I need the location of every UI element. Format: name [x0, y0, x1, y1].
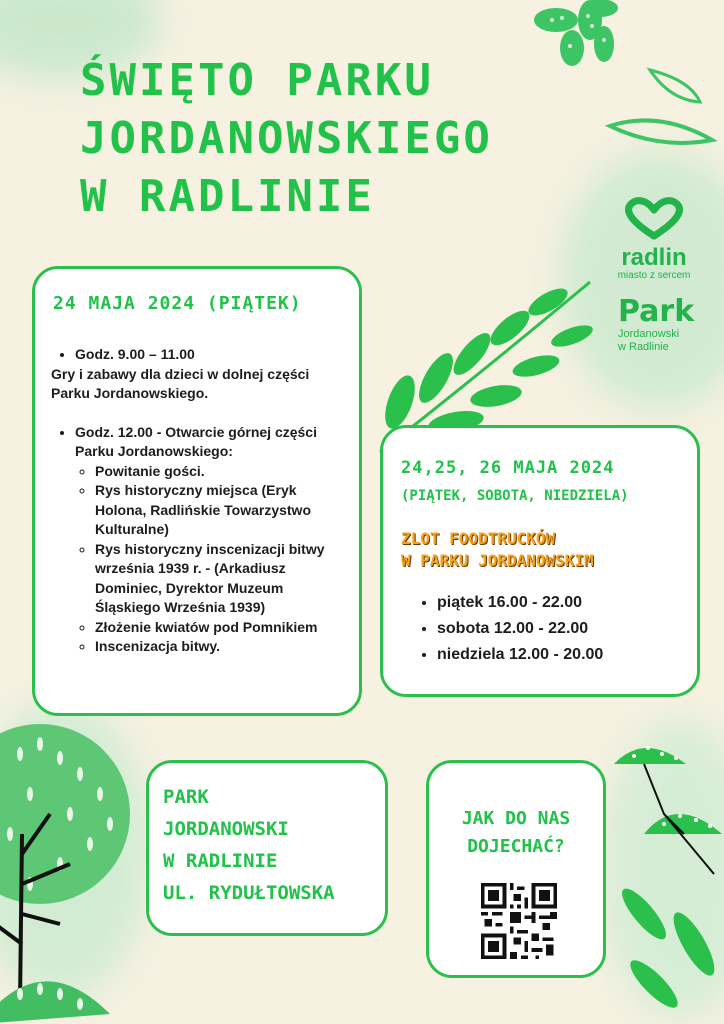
address-text — [163, 781, 335, 909]
title-line-1: ŚWIĘTO PARKU — [80, 55, 434, 106]
foodtruck-date-heading: 24,25, 26 MAJA 2024 — [401, 458, 615, 478]
day1-subitems — [75, 462, 351, 657]
heart-icon — [619, 196, 689, 242]
address-line3: W RADLINIE — [163, 850, 278, 872]
list-item: ◦ Złożenie kwiatów pod Pomnikiem — [95, 618, 351, 638]
day1-card — [32, 266, 362, 716]
park-logo-name: Park — [618, 294, 695, 329]
list-item: ◦ Inscenizacja bitwy. — [95, 637, 351, 657]
directions-line2: DOJECHAĆ? — [467, 836, 565, 857]
directions-card — [426, 760, 606, 978]
day1-date-heading: 24 MAJA 2024 (PIĄTEK) — [53, 293, 302, 314]
foodtruck-days: (PIĄTEK, SOBOTA, NIEDZIELA) — [401, 488, 629, 504]
list-item: • piątek 16.00 - 22.00 — [437, 590, 603, 616]
foodtruck-hours — [419, 590, 603, 668]
title-line-3: W RADLINIE — [80, 171, 375, 222]
foodtruck-event-title — [401, 528, 691, 572]
list-item: ◦ Powitanie gości. — [95, 462, 351, 482]
day1-item2-time — [75, 423, 351, 657]
day1-item1-time: • Godz. 9.00 – 11.00 — [75, 345, 351, 365]
foodtruck-card — [380, 425, 700, 697]
list-item: • niedziela 12.00 - 20.00 — [437, 642, 603, 668]
qr-code[interactable] — [481, 883, 557, 959]
foodtruck-event-line2: W PARKU JORDANOWSKIM — [401, 551, 594, 570]
list-item: ◦ Rys historyczny inscenizacji bitwy września 1939 r. - (Arkadiusz Dominiec, Dyrektor Muzeum Śląskiego Września 1939) — [95, 540, 351, 618]
radlin-logo-name: radlin — [621, 244, 687, 271]
foodtruck-event-line1: ZLOT FOODTRUCKÓW — [401, 529, 556, 548]
address-line4: UL. RYDUŁTOWSKA — [163, 882, 335, 904]
list-item: ◦ Rys historyczny miejsca (Eryk Holona, Radlińskie Towarzystwo Kulturalne) — [95, 481, 351, 540]
tree-illustration-left — [0, 714, 140, 1024]
page-title — [80, 52, 640, 226]
address-line1: PARK — [163, 786, 209, 808]
tree-illustration-right — [604, 724, 724, 1024]
radlin-logo-tagline: miasto z sercem — [617, 270, 691, 281]
day1-item2-text: Godz. 12.00 - Otwarcie górnej części Parku Jordanowskiego: — [75, 423, 317, 459]
title-line-2: JORDANOWSKIEGO — [80, 113, 493, 164]
day1-item1-desc: Gry i zabawy dla dzieci w dolnej części Parku Jordanowskiego. — [51, 365, 310, 401]
list-item: • sobota 12.00 - 22.00 — [437, 616, 603, 642]
directions-line1: JAK DO NAS — [461, 808, 571, 829]
park-logo — [618, 296, 718, 354]
day1-program — [51, 345, 351, 657]
address-card — [146, 760, 388, 936]
park-logo-line1: Jordanowski — [618, 328, 680, 340]
address-line2: JORDANOWSKI — [163, 818, 289, 840]
park-logo-line2: w Radlinie — [618, 341, 669, 353]
directions-heading — [429, 805, 603, 861]
